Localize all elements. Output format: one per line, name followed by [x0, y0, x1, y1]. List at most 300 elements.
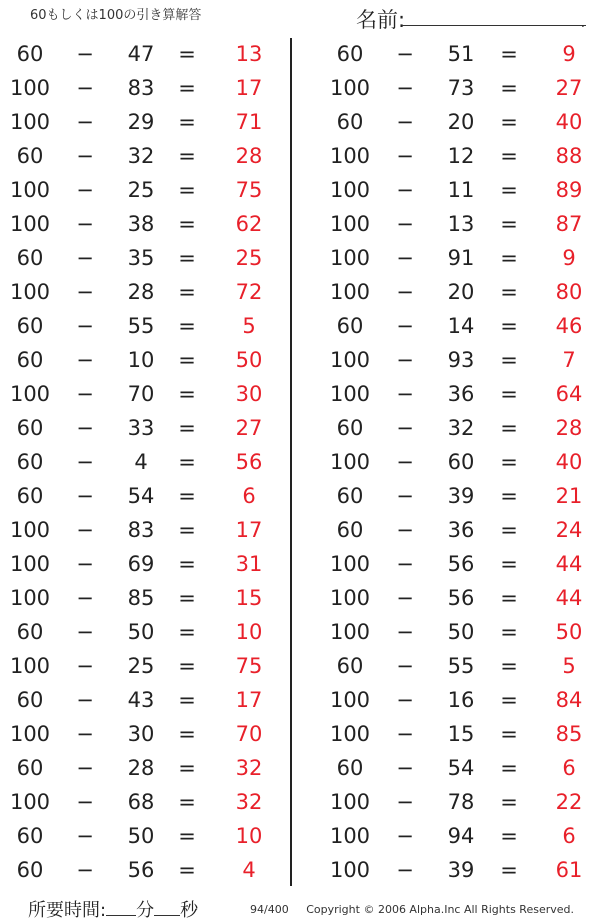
- equals-sign: =: [178, 416, 196, 440]
- footer-info: [250, 903, 574, 916]
- subtrahend: 54: [447, 756, 475, 780]
- minuend: 100: [329, 586, 371, 610]
- subtrahend: 35: [127, 246, 155, 270]
- answer: 25: [235, 246, 263, 270]
- subtrahend: 36: [447, 518, 475, 542]
- minus-sign: −: [76, 416, 94, 440]
- answer: 87: [555, 212, 583, 236]
- answer: 44: [555, 586, 583, 610]
- equals-sign: =: [500, 110, 518, 134]
- answer: 28: [555, 416, 583, 440]
- problem-row: [292, 751, 582, 785]
- subtrahend: 83: [127, 518, 155, 542]
- name-underline: [402, 25, 586, 26]
- equals-sign: =: [178, 382, 196, 406]
- minuend: 100: [329, 450, 371, 474]
- subtrahend: 50: [127, 620, 155, 644]
- minuend: 100: [9, 654, 51, 678]
- subtrahend: 56: [447, 552, 475, 576]
- minuend: 100: [9, 76, 51, 100]
- minus-sign: −: [76, 178, 94, 202]
- left-problem-column: [0, 37, 290, 887]
- minuend: 60: [16, 620, 44, 644]
- minuend: 60: [336, 518, 364, 542]
- minuend: 60: [16, 484, 44, 508]
- seconds-blank: [154, 915, 180, 916]
- problem-row: [0, 411, 290, 445]
- equals-sign: =: [178, 824, 196, 848]
- minus-sign: −: [76, 348, 94, 372]
- answer: 15: [235, 586, 263, 610]
- problem-row: [292, 275, 582, 309]
- equals-sign: =: [500, 586, 518, 610]
- subtrahend: 38: [127, 212, 155, 236]
- minus-sign: −: [76, 76, 94, 100]
- answer: 17: [235, 688, 263, 712]
- minus-sign: −: [396, 314, 414, 338]
- answer: 32: [235, 756, 263, 780]
- minuend: 60: [336, 42, 364, 66]
- problem-row: [0, 343, 290, 377]
- minuend: 100: [9, 382, 51, 406]
- problem-row: [0, 207, 290, 241]
- equals-sign: =: [500, 246, 518, 270]
- answer: 72: [235, 280, 263, 304]
- minuend: 60: [16, 756, 44, 780]
- equals-sign: =: [500, 76, 518, 100]
- answer: 61: [555, 858, 583, 882]
- subtrahend: 25: [127, 654, 155, 678]
- minuend: 60: [16, 416, 44, 440]
- subtrahend: 20: [447, 110, 475, 134]
- minuend: 60: [16, 450, 44, 474]
- equals-sign: =: [500, 144, 518, 168]
- equals-sign: =: [178, 110, 196, 134]
- minuend: 60: [336, 416, 364, 440]
- problem-row: [0, 139, 290, 173]
- minuend: 60: [16, 348, 44, 372]
- answer: 32: [235, 790, 263, 814]
- equals-sign: =: [178, 178, 196, 202]
- minuend: 60: [336, 484, 364, 508]
- problem-row: [292, 37, 582, 71]
- minuend: 100: [329, 858, 371, 882]
- equals-sign: =: [178, 280, 196, 304]
- equals-sign: =: [178, 42, 196, 66]
- answer: 17: [235, 76, 263, 100]
- equals-sign: =: [178, 790, 196, 814]
- problem-row: [0, 479, 290, 513]
- problem-row: [292, 71, 582, 105]
- minus-sign: −: [396, 416, 414, 440]
- minutes-label: 分: [136, 900, 155, 921]
- minus-sign: −: [76, 484, 94, 508]
- minus-sign: −: [396, 654, 414, 678]
- subtrahend: 4: [134, 450, 148, 474]
- minus-sign: −: [76, 654, 94, 678]
- minus-sign: −: [396, 688, 414, 712]
- answer: 64: [555, 382, 583, 406]
- equals-sign: =: [178, 246, 196, 270]
- equals-sign: =: [178, 552, 196, 576]
- minus-sign: −: [76, 756, 94, 780]
- equals-sign: =: [178, 688, 196, 712]
- problem-row: [0, 819, 290, 853]
- answer: 22: [555, 790, 583, 814]
- subtrahend: 32: [447, 416, 475, 440]
- answer: 70: [235, 722, 263, 746]
- minutes-blank: [106, 915, 136, 916]
- subtrahend: 16: [447, 688, 475, 712]
- minuend: 100: [329, 348, 371, 372]
- subtrahend: 60: [447, 450, 475, 474]
- answer: 13: [235, 42, 263, 66]
- minus-sign: −: [76, 552, 94, 576]
- minus-sign: −: [396, 280, 414, 304]
- equals-sign: =: [178, 484, 196, 508]
- subtrahend: 20: [447, 280, 475, 304]
- minuend: 100: [9, 110, 51, 134]
- minus-sign: −: [76, 212, 94, 236]
- problem-row: [0, 547, 290, 581]
- subtrahend: 54: [127, 484, 155, 508]
- equals-sign: =: [178, 518, 196, 542]
- subtrahend: 51: [447, 42, 475, 66]
- answer: 9: [562, 42, 576, 66]
- answer: 62: [235, 212, 263, 236]
- minuend: 100: [329, 144, 371, 168]
- equals-sign: =: [178, 586, 196, 610]
- problem-row: [292, 649, 582, 683]
- answer: 7: [562, 348, 576, 372]
- subtrahend: 93: [447, 348, 475, 372]
- minuend: 60: [16, 858, 44, 882]
- answer: 40: [555, 110, 583, 134]
- answer: 75: [235, 654, 263, 678]
- problem-row: [292, 513, 582, 547]
- problem-row: [0, 71, 290, 105]
- equals-sign: =: [500, 552, 518, 576]
- minus-sign: −: [396, 824, 414, 848]
- minuend: 60: [16, 246, 44, 270]
- minus-sign: −: [76, 518, 94, 542]
- answer: 31: [235, 552, 263, 576]
- minus-sign: −: [396, 790, 414, 814]
- minus-sign: −: [396, 858, 414, 882]
- minuend: 100: [9, 178, 51, 202]
- minus-sign: −: [76, 824, 94, 848]
- minus-sign: −: [396, 620, 414, 644]
- problem-row: [0, 853, 290, 887]
- minuend: 60: [336, 314, 364, 338]
- subtrahend: 56: [127, 858, 155, 882]
- answer: 5: [562, 654, 576, 678]
- minus-sign: −: [396, 348, 414, 372]
- minus-sign: −: [396, 178, 414, 202]
- minuend: 100: [9, 586, 51, 610]
- page-number: 94/400: [250, 903, 289, 916]
- answer: 75: [235, 178, 263, 202]
- subtrahend: 55: [127, 314, 155, 338]
- minus-sign: −: [396, 144, 414, 168]
- problem-row: [292, 241, 582, 275]
- subtrahend: 43: [127, 688, 155, 712]
- answer: 84: [555, 688, 583, 712]
- answer: 40: [555, 450, 583, 474]
- equals-sign: =: [500, 382, 518, 406]
- minuend: 100: [329, 552, 371, 576]
- minuend: 100: [329, 280, 371, 304]
- minuend: 100: [329, 824, 371, 848]
- answer: 30: [235, 382, 263, 406]
- problem-row: [0, 649, 290, 683]
- subtrahend: 78: [447, 790, 475, 814]
- subtrahend: 39: [447, 858, 475, 882]
- minuend: 100: [329, 620, 371, 644]
- equals-sign: =: [500, 212, 518, 236]
- answer: 10: [235, 824, 263, 848]
- equals-sign: =: [500, 620, 518, 644]
- seconds-label: 秒: [180, 900, 199, 921]
- minus-sign: −: [76, 722, 94, 746]
- equals-sign: =: [500, 314, 518, 338]
- equals-sign: =: [500, 756, 518, 780]
- minus-sign: −: [396, 382, 414, 406]
- equals-sign: =: [178, 450, 196, 474]
- minuend: 100: [329, 688, 371, 712]
- answer: 44: [555, 552, 583, 576]
- equals-sign: =: [178, 756, 196, 780]
- name-end-dot: .: [581, 16, 585, 30]
- minuend: 100: [9, 212, 51, 236]
- subtrahend: 47: [127, 42, 155, 66]
- equals-sign: =: [500, 790, 518, 814]
- right-problem-column: [292, 37, 582, 887]
- problem-row: [0, 377, 290, 411]
- minus-sign: −: [396, 756, 414, 780]
- minuend: 60: [336, 110, 364, 134]
- minus-sign: −: [396, 518, 414, 542]
- equals-sign: =: [500, 178, 518, 202]
- minuend: 100: [329, 790, 371, 814]
- equals-sign: =: [500, 688, 518, 712]
- subtrahend: 12: [447, 144, 475, 168]
- problem-row: [292, 309, 582, 343]
- minus-sign: −: [76, 382, 94, 406]
- minuend: 60: [16, 144, 44, 168]
- answer: 50: [235, 348, 263, 372]
- equals-sign: =: [500, 416, 518, 440]
- problem-row: [292, 445, 582, 479]
- minus-sign: −: [76, 586, 94, 610]
- answer: 89: [555, 178, 583, 202]
- problem-row: [0, 173, 290, 207]
- subtrahend: 69: [127, 552, 155, 576]
- answer: 27: [555, 76, 583, 100]
- minuend: 100: [9, 280, 51, 304]
- subtrahend: 94: [447, 824, 475, 848]
- equals-sign: =: [500, 42, 518, 66]
- minus-sign: −: [396, 212, 414, 236]
- problem-row: [0, 683, 290, 717]
- minus-sign: −: [76, 858, 94, 882]
- minuend: 100: [329, 382, 371, 406]
- minus-sign: −: [76, 280, 94, 304]
- subtrahend: 91: [447, 246, 475, 270]
- minus-sign: −: [76, 144, 94, 168]
- equals-sign: =: [500, 518, 518, 542]
- answer: 56: [235, 450, 263, 474]
- minus-sign: −: [76, 688, 94, 712]
- problem-row: [292, 581, 582, 615]
- answer: 46: [555, 314, 583, 338]
- problem-row: [292, 105, 582, 139]
- subtrahend: 30: [127, 722, 155, 746]
- minus-sign: −: [396, 586, 414, 610]
- problem-row: [292, 479, 582, 513]
- answer: 5: [242, 314, 256, 338]
- subtrahend: 13: [447, 212, 475, 236]
- problem-row: [292, 207, 582, 241]
- subtrahend: 25: [127, 178, 155, 202]
- answer: 27: [235, 416, 263, 440]
- problem-row: [292, 343, 582, 377]
- subtrahend: 39: [447, 484, 475, 508]
- subtrahend: 32: [127, 144, 155, 168]
- answer: 4: [242, 858, 256, 882]
- problem-row: [0, 275, 290, 309]
- minus-sign: −: [396, 110, 414, 134]
- problem-row: [292, 615, 582, 649]
- answer: 17: [235, 518, 263, 542]
- minus-sign: −: [76, 620, 94, 644]
- problem-row: [0, 513, 290, 547]
- answer: 50: [555, 620, 583, 644]
- subtrahend: 28: [127, 280, 155, 304]
- problem-row: [0, 105, 290, 139]
- subtrahend: 15: [447, 722, 475, 746]
- problem-row: [292, 139, 582, 173]
- minuend: 60: [336, 756, 364, 780]
- minuend: 100: [329, 76, 371, 100]
- answer: 80: [555, 280, 583, 304]
- minuend: 100: [9, 790, 51, 814]
- subtrahend: 70: [127, 382, 155, 406]
- minuend: 100: [329, 722, 371, 746]
- answer: 6: [562, 756, 576, 780]
- subtrahend: 73: [447, 76, 475, 100]
- minuend: 60: [336, 654, 364, 678]
- answer: 71: [235, 110, 263, 134]
- problem-row: [0, 717, 290, 751]
- problem-row: [292, 819, 582, 853]
- minus-sign: −: [396, 246, 414, 270]
- problem-row: [292, 547, 582, 581]
- equals-sign: =: [178, 620, 196, 644]
- equals-sign: =: [500, 722, 518, 746]
- subtrahend: 36: [447, 382, 475, 406]
- subtrahend: 50: [447, 620, 475, 644]
- minus-sign: −: [396, 42, 414, 66]
- minus-sign: −: [76, 42, 94, 66]
- problem-row: [292, 785, 582, 819]
- problem-row: [0, 785, 290, 819]
- equals-sign: =: [178, 144, 196, 168]
- minuend: 60: [16, 688, 44, 712]
- minuend: 100: [9, 518, 51, 542]
- minuend: 60: [16, 42, 44, 66]
- minuend: 60: [16, 824, 44, 848]
- minuend: 100: [329, 212, 371, 236]
- equals-sign: =: [178, 654, 196, 678]
- subtrahend: 29: [127, 110, 155, 134]
- equals-sign: =: [500, 858, 518, 882]
- name-label: 名前:: [356, 8, 406, 32]
- minus-sign: −: [396, 722, 414, 746]
- minuend: 100: [329, 246, 371, 270]
- problem-row: [0, 445, 290, 479]
- problem-row: [292, 683, 582, 717]
- page-title: 60もしくは100の引き算解答: [30, 8, 202, 23]
- problem-row: [292, 377, 582, 411]
- minus-sign: −: [396, 450, 414, 474]
- problem-row: [292, 411, 582, 445]
- copyright: Copyright © 2006 Alpha.Inc All Rights Reserved.: [306, 903, 574, 916]
- equals-sign: =: [500, 654, 518, 678]
- subtrahend: 11: [447, 178, 475, 202]
- equals-sign: =: [500, 824, 518, 848]
- answer: 6: [562, 824, 576, 848]
- subtrahend: 14: [447, 314, 475, 338]
- problem-row: [0, 581, 290, 615]
- minus-sign: −: [76, 110, 94, 134]
- equals-sign: =: [500, 484, 518, 508]
- answer: 9: [562, 246, 576, 270]
- problem-row: [292, 717, 582, 751]
- minuend: 100: [329, 178, 371, 202]
- answer: 85: [555, 722, 583, 746]
- answer: 10: [235, 620, 263, 644]
- minuend: 100: [9, 552, 51, 576]
- answer: 21: [555, 484, 583, 508]
- problem-row: [0, 241, 290, 275]
- problem-row: [0, 37, 290, 71]
- equals-sign: =: [178, 76, 196, 100]
- answer: 24: [555, 518, 583, 542]
- equals-sign: =: [178, 314, 196, 338]
- answer: 28: [235, 144, 263, 168]
- subtrahend: 33: [127, 416, 155, 440]
- problem-row: [292, 853, 582, 887]
- problem-row: [292, 173, 582, 207]
- time-taken: [28, 896, 198, 922]
- subtrahend: 56: [447, 586, 475, 610]
- problem-row: [0, 309, 290, 343]
- equals-sign: =: [500, 280, 518, 304]
- minus-sign: −: [76, 246, 94, 270]
- problem-row: [0, 615, 290, 649]
- answer: 88: [555, 144, 583, 168]
- minus-sign: −: [76, 790, 94, 814]
- subtrahend: 85: [127, 586, 155, 610]
- subtrahend: 83: [127, 76, 155, 100]
- minus-sign: −: [396, 552, 414, 576]
- equals-sign: =: [178, 212, 196, 236]
- minus-sign: −: [76, 314, 94, 338]
- minus-sign: −: [396, 484, 414, 508]
- equals-sign: =: [500, 348, 518, 372]
- subtrahend: 55: [447, 654, 475, 678]
